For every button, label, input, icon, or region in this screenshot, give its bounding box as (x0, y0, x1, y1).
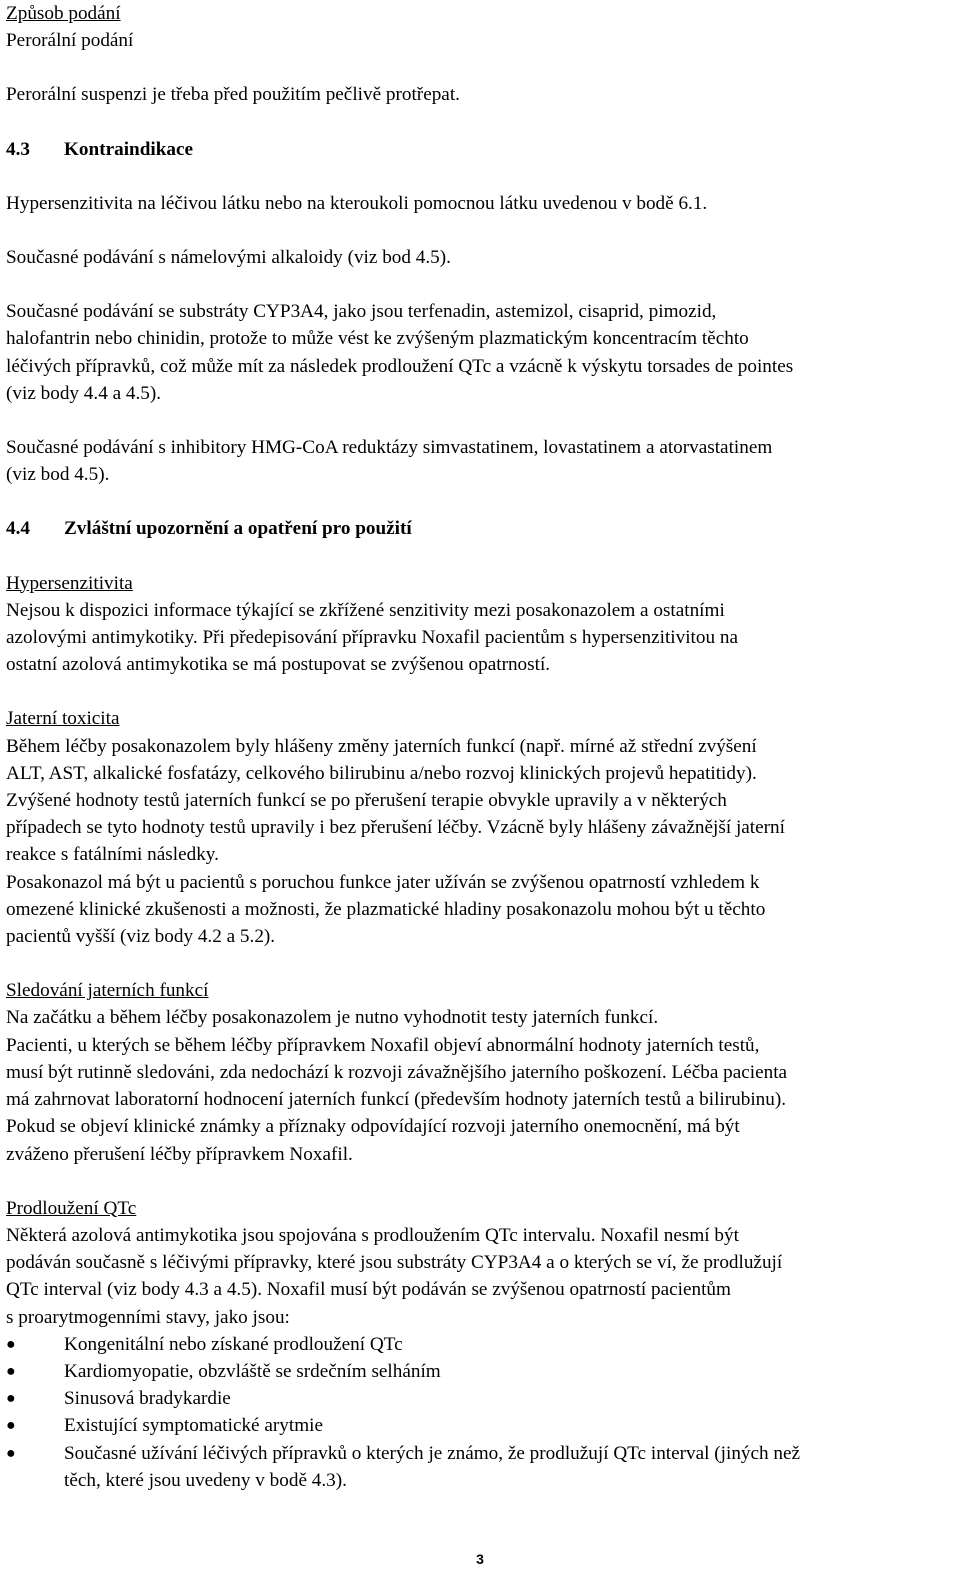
list-item-text: Sinusová bradykardie (64, 1388, 231, 1410)
subsection-title-qtc: Prodloužení QTc (6, 1197, 137, 1219)
document-page (6, 0, 956, 1494)
list-item-text: Existující symptomatické arytmie (64, 1415, 323, 1437)
paragraph-line: Současné podávání s inhibitory HMG-CoA reduktázy simvastatinem, lovastatinem a atorvastatinem (6, 437, 773, 459)
bullet-icon: ● (6, 1362, 16, 1380)
paragraph-line: musí být rutinně sledováni, zda nedochází k rozvoji závažnějšího jaterního poškození. Léčba pacienta (6, 1061, 788, 1083)
paragraph-line: Současné podávání s námelovými alkaloidy (viz bod 4.5). (6, 247, 451, 269)
paragraph-line: Na začátku a během léčby posakonazolem je nutno vyhodnotit testy jaterních funkcí. (6, 1007, 659, 1029)
paragraph-line: Současné podávání se substráty CYP3A4, jako jsou terfenadin, astemizol, cisaprid, pimozid, (6, 301, 717, 323)
paragraph-line: s proarytmogenními stavy, jako jsou: (6, 1306, 290, 1328)
paragraph-line: zváženo přerušení léčby přípravkem Noxafil. (6, 1143, 353, 1165)
heading-upozorneni (6, 515, 956, 542)
paragraph-line: Hypersenzitivita na léčivou látku nebo na kteroukoli pomocnou látku uvedenou v bodě 6.1. (6, 192, 708, 214)
paragraph-line: Nejsou k dispozici informace týkající se zkřížené senzitivity mezi posakonazolem a ostatními (6, 599, 725, 621)
heading-number: 4.3 (6, 138, 30, 160)
paragraph-line: halofantrin nebo chinidin, protože to může vést ke zvýšeným plazmatickým koncentracím těchto (6, 328, 749, 350)
paragraph-line: ostatní azolová antimykotika se má postupovat se zvýšenou opatrností. (6, 654, 551, 676)
list-item-text: Kardiomyopatie, obzvláště se srdečním selháním (64, 1360, 441, 1382)
paragraph-line: Pokud se objeví klinické známky a příznaky odpovídající rozvoji jaterního onemocnění, má být (6, 1116, 740, 1138)
paragraph-line: podáván současně s léčivými přípravky, které jsou substráty CYP3A4 a o kterých se ví, že prodlužují (6, 1252, 783, 1274)
list-item (6, 1331, 956, 1358)
paragraph-line: Posakonazol má být u pacientů s poruchou funkce jater užíván se zvýšenou opatrností vzhledem k (6, 871, 760, 893)
paragraph-line: Některá azolová antimykotika jsou spojována s prodloužením QTc intervalu. Noxafil nesmí být (6, 1224, 739, 1246)
list-item (6, 1358, 956, 1385)
heading-title: Zvláštní upozornění a opatření pro použití (64, 518, 412, 540)
paragraph-line: má zahrnovat laboratorní hodnocení jaterních funkcí (především hodnoty jaterních testů a bilirubinu). (6, 1089, 787, 1111)
heading-number: 4.4 (6, 518, 30, 540)
heading-kontraindikace (6, 136, 956, 163)
bullet-icon: ● (6, 1390, 16, 1408)
list-item (6, 1440, 956, 1494)
paragraph-line: omezené klinické zkušenosti a možnosti, že plazmatické hladiny posakonazolu mohou být u těchto (6, 898, 766, 920)
paragraph-line: Perorální podání (6, 30, 134, 52)
list-item-text: Kongenitální nebo získané prodloužení QTc (64, 1333, 403, 1355)
paragraph-line: Perorální suspenzi je třeba před použitím pečlivě protřepat. (6, 84, 460, 106)
paragraph-line: Pacienti, u kterých se během léčby přípravkem Noxafil objeví abnormální hodnoty jaterních testů, (6, 1034, 760, 1056)
bullet-icon: ● (6, 1444, 16, 1462)
list-item (6, 1412, 956, 1439)
paragraph-line: azolovými antimykotiky. Při předepisování přípravku Noxafil pacientům s hypersenzitivitou na (6, 627, 738, 649)
paragraph-line: (viz body 4.4 a 4.5). (6, 382, 162, 404)
list-item-line: těch, které jsou uvedeny v bodě 4.3). (64, 1469, 347, 1491)
paragraph-line: případech se tyto hodnoty testů upravily i bez přerušení léčby. Vzácně byly hlášeny závažnější jaterní (6, 817, 785, 839)
bullet-icon: ● (6, 1335, 16, 1353)
paragraph-line: léčivých přípravků, což může mít za následek prodloužení QTc a vzácně k výskytu torsades de pointes (6, 355, 794, 377)
subsection-title-jaterni-toxicita: Jaterní toxicita (6, 708, 120, 730)
list-item (6, 1385, 956, 1412)
bullet-icon: ● (6, 1417, 16, 1435)
paragraph-line: Během léčby posakonazolem byly hlášeny změny jaterních funkcí (např. mírné až střední zvýšení (6, 735, 757, 757)
paragraph-line: Zvýšené hodnoty testů jaterních funkcí se po přerušení terapie obvykle upravily a v některých (6, 790, 727, 812)
list-item-line: Současné užívání léčivých přípravků o kterých je známo, že prodlužují QTc interval (jiných než (64, 1442, 801, 1464)
heading-title: Kontraindikace (64, 138, 193, 160)
paragraph-line: reakce s fatálními následky. (6, 844, 219, 866)
paragraph-line: pacientů vyšší (viz body 4.2 a 5.2). (6, 926, 276, 948)
paragraph-line: (viz bod 4.5). (6, 464, 110, 486)
paragraph-line: QTc interval (viz body 4.3 a 4.5). Noxafil musí být podáván se zvýšenou opatrností pacientům (6, 1279, 731, 1301)
subsection-title-sledovani: Sledování jaterních funkcí (6, 980, 209, 1002)
list-item-text (64, 1440, 956, 1494)
page-number: 3 (476, 1551, 484, 1567)
section-title-zpusob: Způsob podání (6, 3, 121, 24)
subsection-title-hypersenzitivita: Hypersenzitivita (6, 572, 133, 594)
bullet-list (6, 1331, 956, 1494)
paragraph-line: ALT, AST, alkalické fosfatázy, celkového bilirubinu a/nebo rozvoj klinických projevů hepatitidy). (6, 762, 757, 784)
